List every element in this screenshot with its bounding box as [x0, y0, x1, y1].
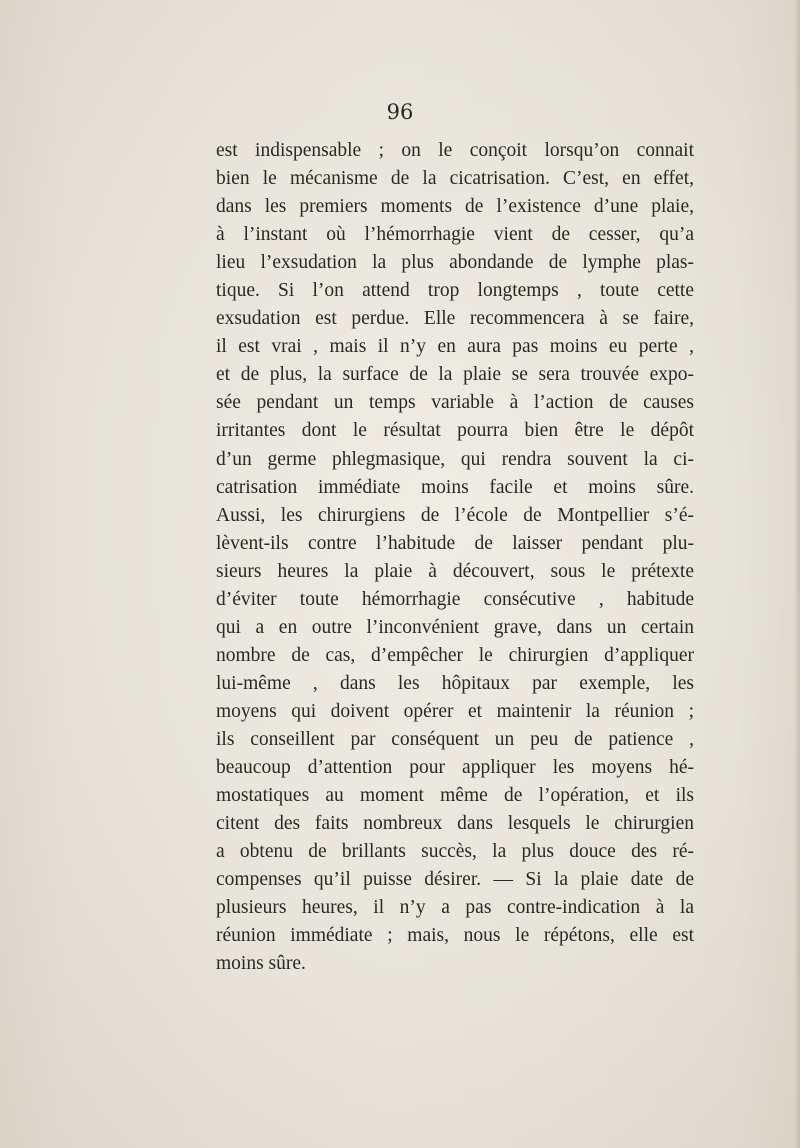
text-line: lieu l’exsudation la plus abondande de lymphe plas- [216, 252, 694, 274]
text-line: d’un germe phlegmasique, qui rendra souvent la ci- [216, 448, 694, 470]
text-line: sieurs heures la plaie à découvert, sous le prétexte [216, 560, 694, 582]
text-line: moins sûre. [216, 953, 306, 975]
text-line: d’éviter toute hémorrhagie consécutive , habitude [216, 588, 694, 610]
body-paragraph [216, 137, 694, 978]
text-line: lèvent-ils contre l’habitude de laisser pendant plu- [216, 532, 694, 554]
text-line: réunion immédiate ; mais, nous le répétons, elle est [216, 925, 694, 947]
text-line: dans les premiers moments de l’existence d’une plaie, [216, 196, 694, 218]
text-line: irritantes dont le résultat pourra bien être le dépôt [216, 420, 694, 442]
text-line: exsudation est perdue. Elle recommencera à se faire, [216, 308, 694, 330]
text-line: tique. Si l’on attend trop longtemps , toute cette [216, 280, 694, 302]
page-number: 96 [386, 100, 414, 124]
text-line: compenses qu’il puisse désirer. — Si la plaie date de [216, 869, 694, 891]
text-line: ils conseillent par conséquent un peu de patience , [216, 728, 694, 750]
text-line: lui-même , dans les hôpitaux par exemple, les [216, 672, 694, 694]
text-line: catrisation immédiate moins facile et moins sûre. [216, 476, 694, 498]
page-edge [794, 0, 800, 1148]
text-line: et de plus, la surface de la plaie se sera trouvée expo- [216, 364, 694, 386]
text-line: qui a en outre l’inconvénient grave, dans un certain [216, 616, 694, 638]
text-line: a obtenu de brillants succès, la plus douce des ré- [216, 841, 694, 863]
text-line: plusieurs heures, il n’y a pas contre-indication à la [216, 897, 694, 919]
text-line: sée pendant un temps variable à l’action de causes [216, 392, 694, 414]
text-line: bien le mécanisme de la cicatrisation. C’est, en effet, [216, 168, 694, 190]
text-line: beaucoup d’attention pour appliquer les moyens hé- [216, 757, 694, 779]
text-line: moyens qui doivent opérer et maintenir la réunion ; [216, 700, 694, 722]
text-line: citent des faits nombreux dans lesquels le chirurgien [216, 813, 694, 835]
text-line: est indispensable ; on le conçoit lorsqu’on connait [216, 140, 694, 161]
text-line: à l’instant où l’hémorrhagie vient de cesser, qu’a [216, 224, 694, 246]
text-line: mostatiques au moment même de l’opération, et ils [216, 785, 694, 807]
text-line: Aussi, les chirurgiens de l’école de Montpellier s’é- [216, 504, 694, 526]
text-line: nombre de cas, d’empêcher le chirurgien d’appliquer [216, 644, 694, 666]
text-line: il est vrai , mais il n’y en aura pas moins eu perte , [216, 336, 694, 358]
